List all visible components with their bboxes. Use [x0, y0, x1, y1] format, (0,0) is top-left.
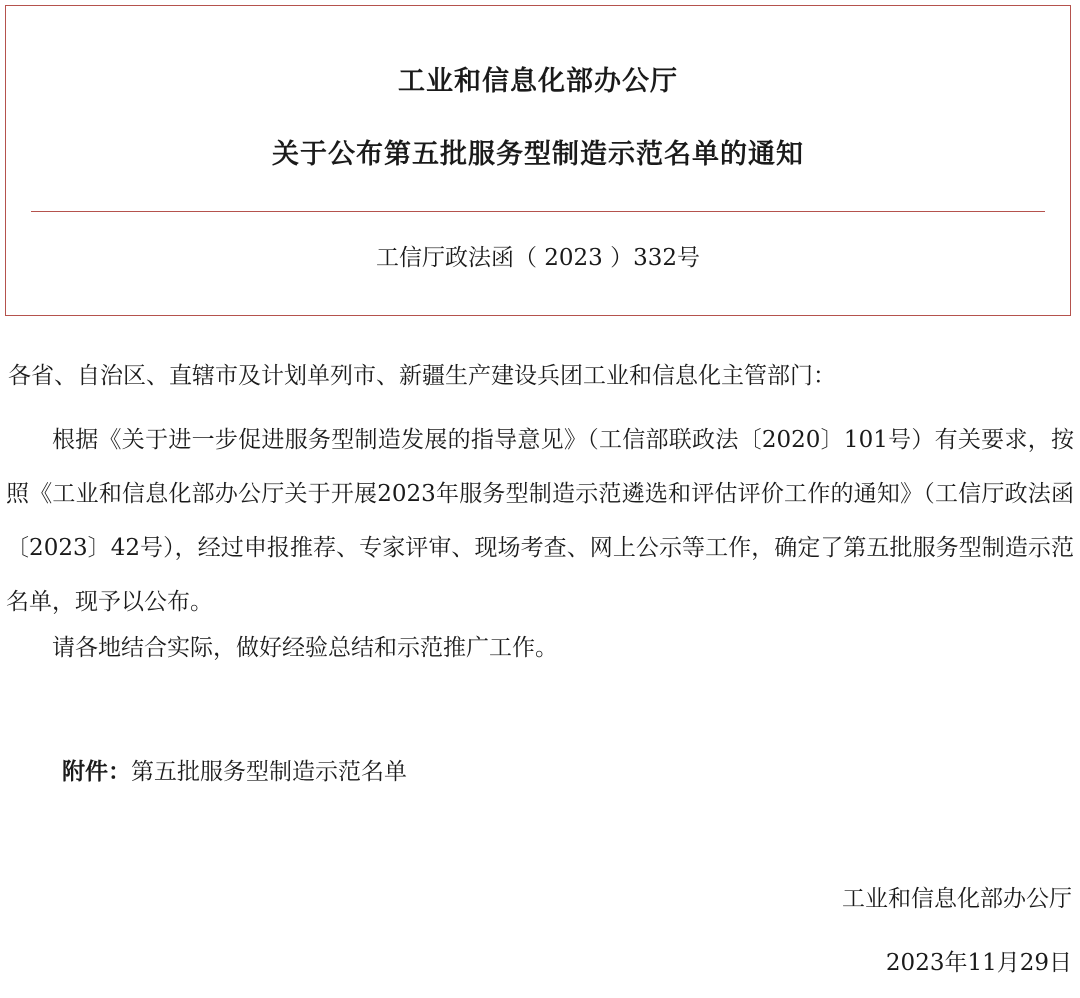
document-header-frame	[5, 5, 1071, 316]
attachment-line	[62, 756, 407, 788]
issuer-signature: 工业和信息化部办公厅	[842, 886, 1072, 912]
body-paragraph-1: 根据《关于进一步促进服务型制造发展的指导意见》（工信部联政法〔2020〕101号）有关要求，按照《工业和信息化部办公厅关于开展2023年服务型制造示范遴选和评估评价工作的通知》（工信厅政法函〔2023〕42号），经过申报推荐、专家评审、现场考查、网上公示等工作，确定了第五批服务型制造示范名单，现予以公布。	[6, 427, 1074, 615]
notice-title: 关于公布第五批服务型制造示范名单的通知	[272, 139, 804, 170]
agency-title: 工业和信息化部办公厅	[398, 66, 678, 97]
recipients-line: 各省、自治区、直辖市及计划单列市、新疆生产建设兵团工业和信息化主管部门：	[8, 363, 836, 389]
issue-date: 2023年11月29日	[885, 950, 1072, 976]
document-number: 工信厅政法函（ 2023 ）332号	[375, 245, 701, 271]
body-paragraph-2: 请各地结合实际，做好经验总结和示范推广工作。	[52, 635, 558, 661]
header-divider	[31, 211, 1045, 212]
attachment-label: 附件：	[62, 759, 131, 785]
attachment-name: 第五批服务型制造示范名单	[131, 759, 407, 785]
